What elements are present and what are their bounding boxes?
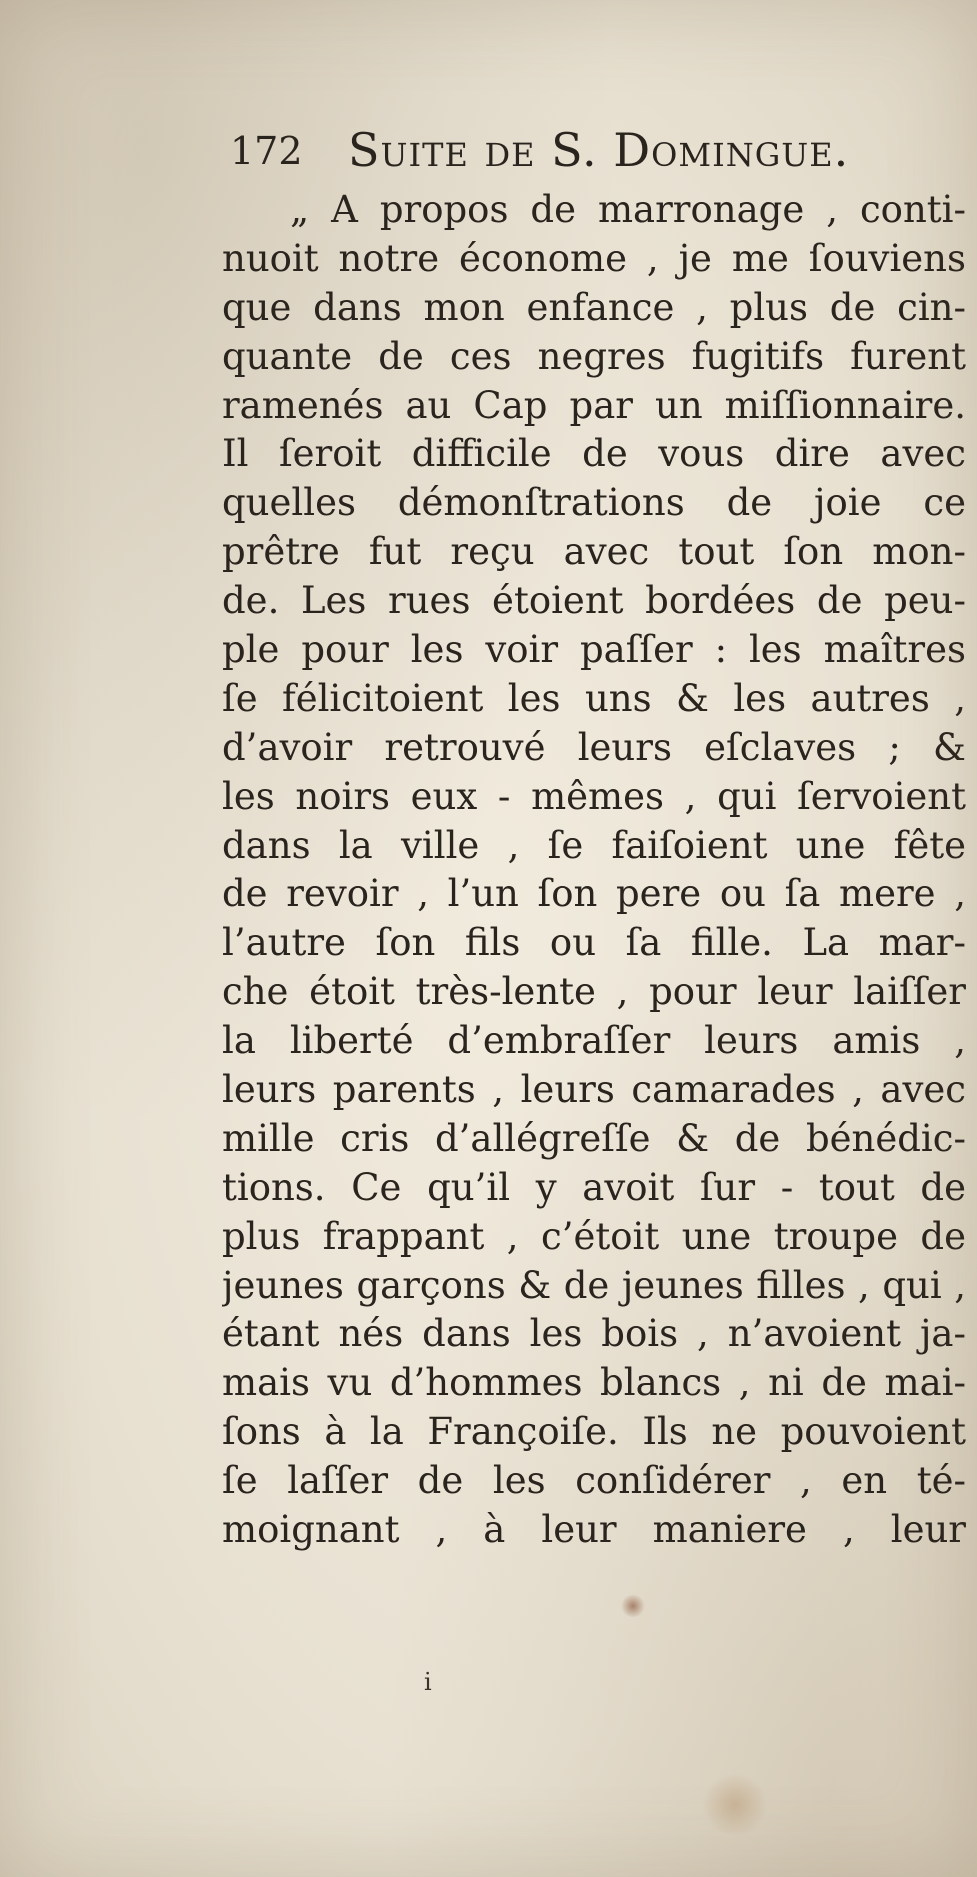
text-line: ſons à la Françoiſe. Ils ne pouvoient xyxy=(222,1410,966,1454)
signature-mark: i xyxy=(424,1668,432,1696)
text-line: che étoit très-lente , pour leur laiſſer xyxy=(222,970,966,1014)
text-line: l’autre ſon fils ou ſa fille. La mar- xyxy=(222,921,966,965)
text-line: nuoit notre économe , je me ſouviens xyxy=(222,236,966,280)
page-header xyxy=(230,122,950,180)
running-head: Suite de S. Domingue. xyxy=(348,123,850,177)
ink-blot xyxy=(620,1595,646,1617)
text-line: moignant , à leur maniere , leur xyxy=(222,1508,966,1552)
text-line: ple pour les voir paſſer : les maîtres xyxy=(222,628,966,672)
text-line: plus frappant , c’étoit une troupe de xyxy=(222,1214,966,1258)
text-line: ramenés au Cap par un miſſionnaire. xyxy=(222,383,966,427)
paper-stain xyxy=(700,1775,770,1835)
text-line: ſe laſſer de les conſidérer , en té- xyxy=(222,1459,966,1503)
text-line: de revoir , l’un ſon pere ou ſa mere , xyxy=(222,872,966,916)
text-line: de. Les rues étoient bordées de peu- xyxy=(222,579,966,623)
text-line: tions. Ce qu’il y avoit ſur - tout de xyxy=(222,1165,966,1209)
text-line: étant nés dans les bois , n’avoient ja- xyxy=(222,1312,966,1356)
body-text xyxy=(222,186,966,1555)
text-line: dans la ville , ſe faiſoient une fête xyxy=(222,823,966,867)
text-line: mais vu d’hommes blancs , ni de mai- xyxy=(222,1361,966,1405)
text-line: la liberté d’embraſſer leurs amis , xyxy=(222,1019,966,1063)
text-line: quelles démonſtrations de joie ce xyxy=(222,481,966,525)
text-line: prêtre fut reçu avec tout ſon mon- xyxy=(222,530,966,574)
text-line: les noirs eux - mêmes , qui ſervoient xyxy=(222,774,966,818)
text-line: jeunes garçons & de jeunes filles , qui , xyxy=(222,1263,966,1307)
text-line: ſe félicitoient les uns & les autres , xyxy=(222,676,966,720)
text-line: que dans mon enfance , plus de cin- xyxy=(222,285,966,329)
text-line: mille cris d’allégreſſe & de bénédic- xyxy=(222,1116,966,1160)
text-line: Il ſeroit difficile de vous dire avec xyxy=(222,432,966,476)
page-number: 172 xyxy=(230,129,303,173)
text-line: d’avoir retrouvé leurs eſclaves ; & xyxy=(222,725,966,769)
text-line: quante de ces negres fugitifs furent xyxy=(222,334,966,378)
text-line: „ A propos de marronage , conti- xyxy=(290,188,966,231)
text-line: leurs parents , leurs camarades , avec xyxy=(222,1068,966,1112)
